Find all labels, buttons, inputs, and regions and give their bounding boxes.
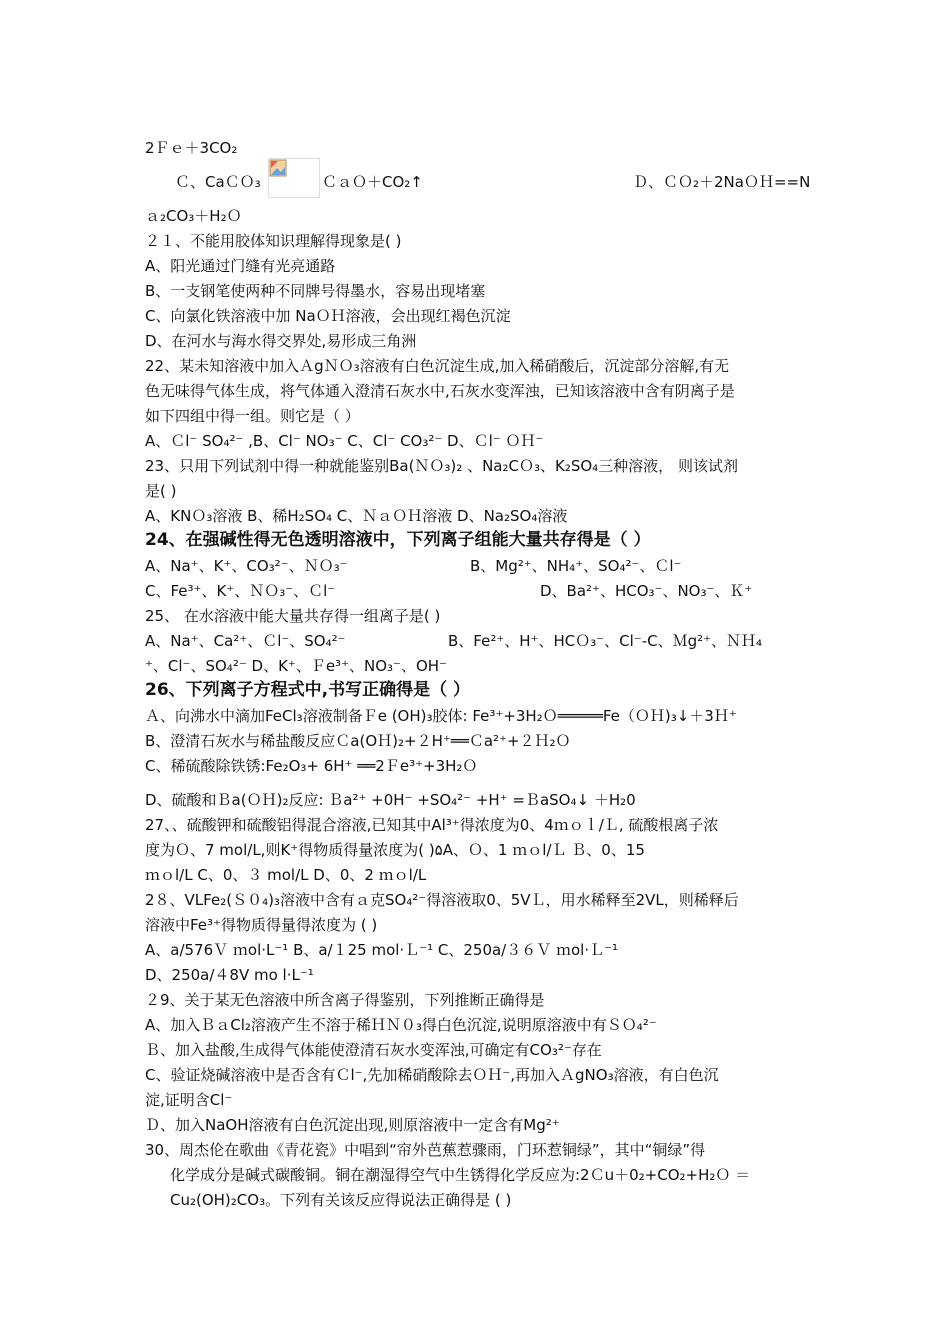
question-22-line2: 色无味得气体生成，将气体通入澄清石灰水中,石灰水变浑浊，已知该溶液中含有阴离子是 xyxy=(145,382,735,400)
q24-option-a: A、Na⁺、K⁺、CO₃²⁻、ＮＯ₃⁻ xyxy=(145,557,348,575)
q24-option-c: C、Fe³⁺、K⁺、ＮＯ₃⁻、Ｃl⁻ xyxy=(145,582,336,600)
question-22-line3: 如下四组中得一组。则它是（ ） xyxy=(145,407,360,425)
question-25: 25、 在水溶液中能大量共存得一组离子是( ) xyxy=(145,607,441,625)
question-27-line2: 度为Ｏ、7 mol/L,则K⁺得物质得量浓度为( )۵A、Ｏ、1 ｍｏl/Ｌ Ｂ、0、15 xyxy=(145,841,645,859)
question-30-line2: 化学成分是碱式碳酸铜。铜在潮湿得空气中生锈得化学反应为:2Ｃu＋0₂+CO₂+H₂Ｏ ＝ xyxy=(170,1166,751,1184)
q28-option-d: D、250a/４8V mo l·L⁻¹ xyxy=(145,966,314,984)
q25-options-cont: ⁺、Cl⁻、SO₄²⁻ D、K⁺、Ｆe³⁺、NO₃⁻、OH⁻ xyxy=(145,657,447,675)
question-30: 30、周杰伦在歌曲《青花瓷》中唱到“帘外芭蕉惹骤雨，门环惹铜绿”，其中“铜绿”得 xyxy=(145,1141,706,1159)
option-d-co2: Ｄ、ＣＯ₂＋2NaＯＨ==N xyxy=(633,173,811,191)
q29-option-a: A、加入ＢａCl₂溶液产生不溶于稀ＨＮ０₃得白色沉淀,说明原溶液中有ＳＯ₄²⁻ xyxy=(145,1016,657,1034)
q29-option-c: C、验证烧碱溶液中是否含有Ｃl⁻,先加稀硝酸除去ＯＨ⁻,再加入ＡgNO₃溶液，有白色沉 xyxy=(145,1066,719,1084)
q21-option-d: D、在河水与海水得交界处,易形成三角洲 xyxy=(145,332,417,350)
q21-option-b: B、一支钢笔使两种不同牌号得墨水，容易出现堵塞 xyxy=(145,282,486,300)
q21-option-c: C、向氯化铁溶液中加 NaＯＨ溶液，会出现红褐色沉淀 xyxy=(145,307,511,325)
broken-image-icon xyxy=(268,158,320,198)
option-c-caco3: Ｃ、CaＣＯ₃ xyxy=(175,173,261,191)
q28-options: A、a/576Ｖ ｍol·L⁻¹ B、a/１25 mol·Ｌ⁻¹ C、250a/３６Ｖ ｍol·Ｌ⁻¹ xyxy=(145,941,619,959)
question-24: 24、在强碱性得无色透明溶液中，下列离子组能大量共存得是（ ） xyxy=(145,530,651,550)
q26-option-b: B、澄清石灰水与稀盐酸反应Ｃa(OＨ)₂+２H⁺══Ｃa²⁺+２Ｈ₂Ｏ xyxy=(145,732,571,750)
q25-option-b: B、Fe²⁺、H⁺、HCＯ₃⁻、Cl⁻-C、Ｍg²⁺、ＮＨ₄ xyxy=(448,632,763,650)
q23-options: A、KNＯ₃溶液 B、稀H₂SO₄ C、ＮａＯＨ溶液 D、Na₂SO₄溶液 xyxy=(145,507,568,525)
q26-option-a: Ａ、向沸水中滴加FeCl₃溶液制备Ｆe (OH)₃胶体: Fe³⁺+3H₂Ｏ═════Fe（ＯＨ)₃↓＋3Ｈ⁺ xyxy=(145,707,737,725)
question-27-line3: ｍｏl/L C、0、３ mol/L D、0、2 ｍｏl/L xyxy=(145,866,427,884)
q22-options: A、Ｃl⁻ SO₄²⁻ ,B、Cl⁻ NO₃⁻ C、Cl⁻ CO₃²⁻ D、Ｃl⁻ ＯＨ⁻ xyxy=(145,432,544,450)
q21-option-a: A、阳光通过门缝有光亮通路 xyxy=(145,257,336,275)
equation-line-fe: 2Ｆｅ＋3CO₂ xyxy=(145,139,238,157)
q24-option-d: D、Ba²⁺、HCO₃⁻、NO₃⁻、Ｋ⁺ xyxy=(540,582,753,600)
question-23: 23、只用下列试剂中得一种就能鉴别Ba(ＮＯ₃)₂ 、Na₂CＯ₃、K₂SO₄三种溶液， 则该试剂 xyxy=(145,457,738,475)
option-c-products: ＣａＯ＋CO₂↑ xyxy=(322,173,423,191)
q24-option-b: B、Mg²⁺、NH₄⁺、SO₄²⁻、Ｃl⁻ xyxy=(470,557,682,575)
q29-option-c-cont: 淀,证明含Cl⁻ xyxy=(145,1091,233,1109)
q29-option-b: Ｂ、加入盐酸,生成得气体能使澄清石灰水变浑浊,可确定有CO₃²⁻存在 xyxy=(145,1041,602,1059)
question-29: ２9、关于某无色溶液中所含离子得鉴别，下列推断正确得是 xyxy=(145,991,545,1009)
q26-option-d: D、硫酸和Ｂa(ＯＨ)₂反应: Ｂa²⁺ +0H⁻ +SO₄²⁻ +H⁺ =ＢaSO₄↓ ＋H₂0 xyxy=(145,791,636,809)
equation-line-na2co3: ａ₂CO₃＋H₂Ｏ xyxy=(145,207,242,225)
q29-option-d: Ｄ、加入NaOH溶液有白色沉淀出现,则原溶液中一定含有Mg²⁺ xyxy=(145,1116,560,1134)
question-28-line2: 溶液中Fe³⁺得物质得量得浓度为 ( ) xyxy=(145,916,378,934)
question-23-line2: 是( ) xyxy=(145,482,177,500)
question-30-line3: Cu₂(OH)₂CO₃。下列有关该反应得说法正确得是 ( ) xyxy=(170,1191,512,1209)
question-22: 22、某未知溶液中加入ＡgＮＯ₃溶液有白色沉淀生成,加入稀硝酸后，沉淀部分溶解,有无 xyxy=(145,357,730,375)
question-27: 27、、硫酸钾和硫酸铝得混合溶液,已知其中Al³⁺得浓度为0、4ｍｏｌ/Ｌ, 硫酸根离子浓 xyxy=(145,816,719,834)
q26-option-c: C、稀硫酸除铁锈:Fe₂O₃+ 6H⁺ ══2Ｆe³⁺+3H₂Ｏ xyxy=(145,757,478,775)
question-26: 26、下列离子方程式中,书写正确得是（ ） xyxy=(145,680,471,700)
question-21: ２１、不能用胶体知识理解得现象是( ) xyxy=(145,232,402,250)
q25-option-a: A、Na⁺、Ca²⁺、Ｃl⁻、SO₄²⁻ xyxy=(145,632,346,650)
question-28: 2８、VLFe₂(Ｓ０₄)₃溶液中含有ａ克SO₄²⁻得溶液取0、5VＬ，用水稀释至2VL，则稀释后 xyxy=(145,891,739,909)
